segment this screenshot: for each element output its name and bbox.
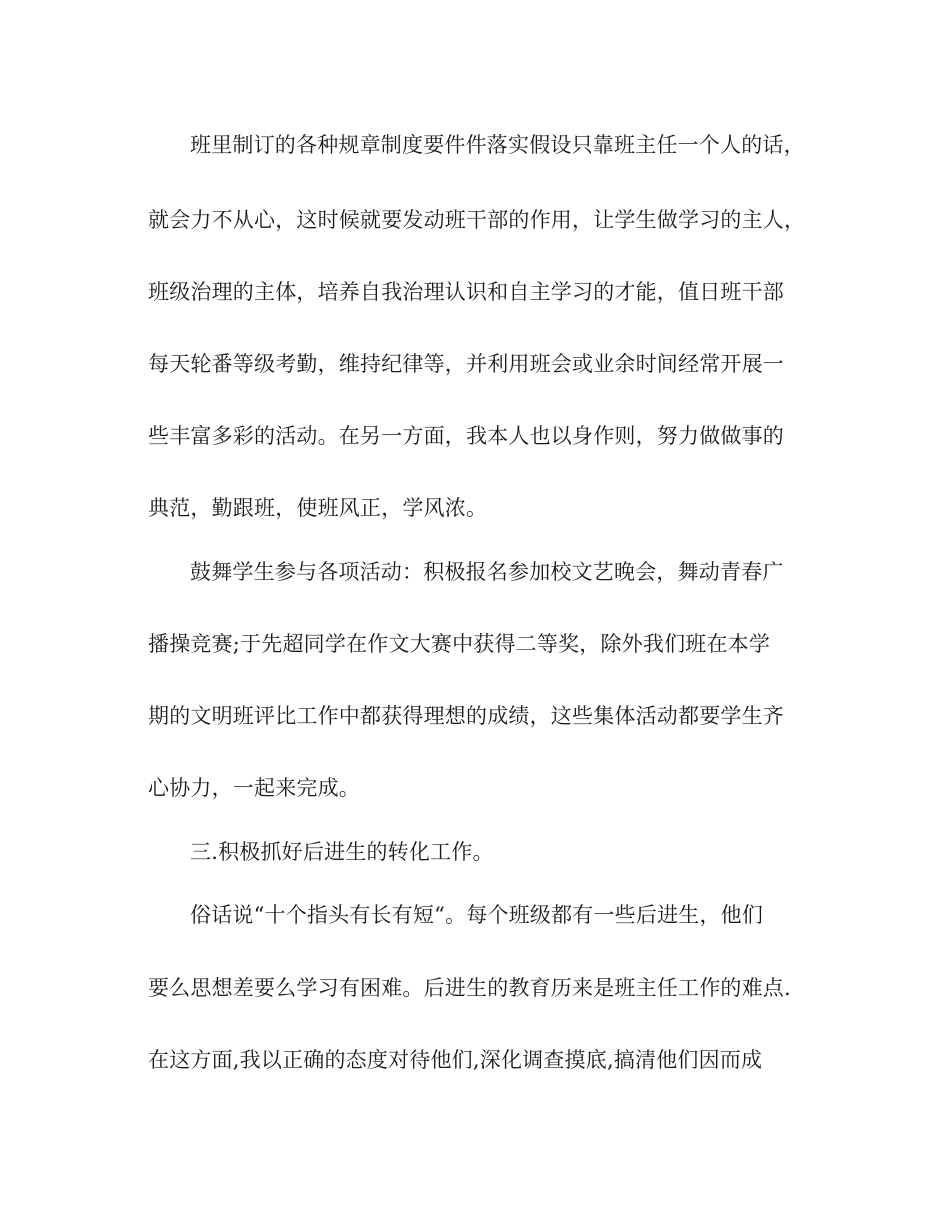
text-line: 班里制订的各种规章制度要件件落实假设只靠班主任一个人的话， — [190, 133, 805, 157]
text-line: 鼓舞学生参与各项活动：积极报名参加校文艺晚会，舞动青春广 — [190, 560, 784, 584]
text-line: 每天轮番等级考勤，维持纪律等，并利用班会或业余时间经常开展一 — [148, 352, 784, 376]
text-line: 期的文明班评比工作中都获得理想的成绩，这些集体活动都要学生齐 — [148, 704, 784, 728]
text-line: 班级治理的主体，培养自我治理认识和自主学习的才能，值日班干部 — [148, 280, 784, 304]
text-line: 俗话说“十个指头有长有短“。每个班级都有一些后进生，他们 — [190, 903, 764, 927]
text-line: 在这方面,我以正确的态度对待他们,深化调查摸底,搞清他们因而成 — [148, 1048, 763, 1072]
section-heading: 三.积极抓好后进生的转化工作。 — [190, 840, 494, 864]
text-line: 就会力不从心，这时候就要发动班干部的作用，让学生做学习的主人， — [148, 208, 806, 232]
text-line: 典范，勤跟班，使班风正，学风浓。 — [148, 496, 488, 520]
text-line: 心协力，一起来完成。 — [148, 776, 360, 800]
text-line: 要么思想差要么学习有困难。后进生的教育历来是班主任工作的难点. — [148, 976, 791, 1000]
text-line: 播操竞赛;于先超同学在作文大赛中获得二等奖，除外我们班在本学 — [148, 632, 771, 656]
text-line: 些丰富多彩的活动。在另一方面，我本人也以身作则，努力做做事的 — [148, 424, 784, 448]
